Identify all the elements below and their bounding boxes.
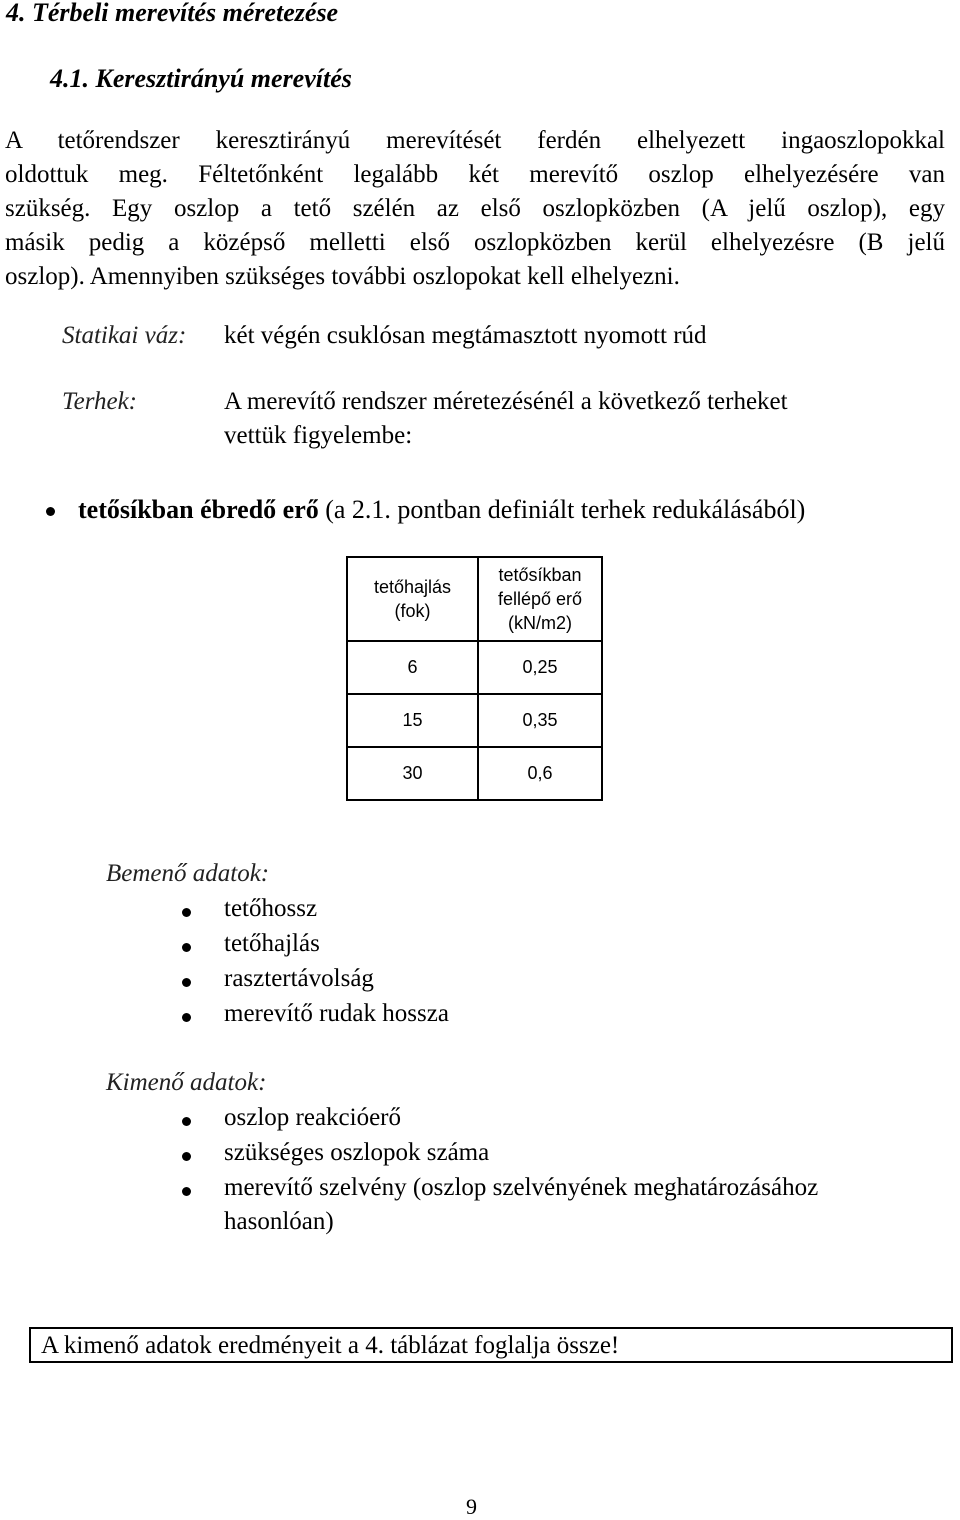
list-item: szükséges oszlopok száma [224, 1139, 490, 1166]
list-item-continuation: hasonlóan) [224, 1208, 334, 1235]
bullet-dot-icon [182, 978, 191, 987]
table-cell: 0,35 [478, 694, 602, 747]
paragraph-line: másik pedig a középső melletti első oszlopközben kerül elhelyezésre (B jelű [5, 229, 945, 256]
table-row [347, 747, 602, 800]
load-bullet-bold: tetősíkban ébredő erő [78, 495, 319, 524]
static-text: két végén csuklósan megtámasztott nyomott rúd [224, 322, 707, 349]
intro-paragraph [5, 124, 945, 294]
paragraph-line: A tetőrendszer keresztirányú merevítését ferdén elhelyezett ingaoszlopokkal [5, 127, 945, 154]
bullet-dot-icon [182, 1013, 191, 1022]
paragraph-line: szükség. Egy oszlop a tető szélén az első oszlopközben (A jelű oszlop), egy [5, 195, 945, 222]
list-item: tetőhajlás [224, 930, 320, 957]
summary-box: A kimenő adatok eredményeit a 4. táblázat foglalja össze! [29, 1327, 953, 1363]
bullet-dot-icon [182, 1187, 191, 1196]
section-heading: 4. Térbeli merevítés méretezése [6, 0, 339, 27]
table-row [347, 641, 602, 694]
bullet-dot-icon [182, 1117, 191, 1126]
page-number: 9 [466, 1494, 477, 1519]
header-roof-force: tetősíkban fellépő erő (kN/m2) [478, 557, 602, 641]
list-item: tetőhossz [224, 895, 318, 922]
bullet-dot-icon [182, 943, 191, 952]
loads-text-line-2: vettük figyelembe: [224, 422, 413, 449]
table-cell: 15 [347, 694, 478, 747]
load-bullet-rest: (a 2.1. pontban definiált terhek redukálásából) [318, 495, 806, 524]
loads-label: Terhek: [62, 388, 137, 415]
table-cell: 6 [347, 641, 478, 694]
list-item: rasztertávolság [224, 965, 374, 992]
table-row [347, 694, 602, 747]
list-item: merevítő rudak hossza [224, 1000, 449, 1027]
loads-text-line-1: A merevítő rendszer méretezésénél a következő terheket [224, 388, 788, 415]
table-cell: 30 [347, 747, 478, 800]
outputs-label: Kimenő adatok: [106, 1069, 267, 1096]
table-cell: 0,6 [478, 747, 602, 800]
list-item: merevítő szelvény (oszlop szelvényének meghatározásához [224, 1174, 819, 1201]
table-cell: 0,25 [478, 641, 602, 694]
paragraph-line: oszlop). Amennyiben szükséges további oszlopokat kell elhelyezni. [5, 263, 680, 290]
bullet-dot-icon [182, 908, 191, 917]
roof-load-table [346, 556, 603, 801]
bullet-dot-icon [182, 1152, 191, 1161]
inputs-label: Bemenő adatok: [106, 860, 270, 887]
header-roof-pitch: tetőhajlás (fok) [347, 557, 478, 641]
list-item: oszlop reakcióerő [224, 1104, 402, 1131]
bullet-dot-icon [46, 507, 55, 516]
subsection-heading: 4.1. Keresztirányú merevítés [50, 64, 352, 93]
paragraph-line: oldottuk meg. Féltetőnként legalább két merevítő oszlop elhelyezésére van [5, 161, 945, 188]
static-label: Statikai váz: [62, 322, 187, 349]
load-bullet [78, 495, 805, 525]
table-header-row [347, 557, 602, 641]
